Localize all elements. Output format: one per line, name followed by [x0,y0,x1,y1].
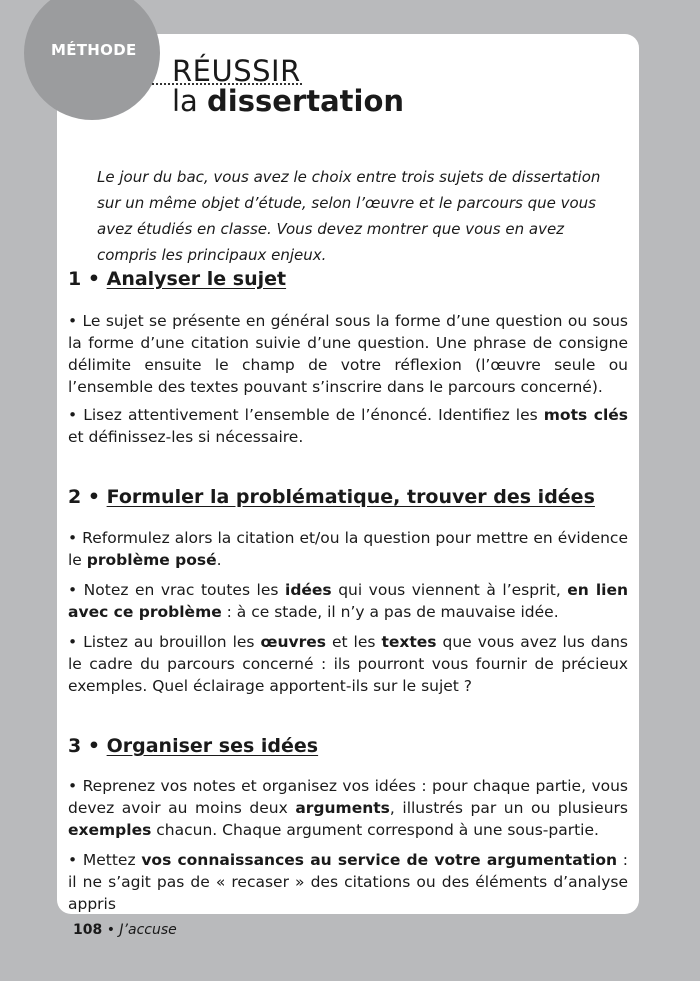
title-line-2: la dissertation [172,84,405,118]
section-3-paragraph-2: • Mettez vos connaissances au service de votre argumentation : il ne s’agit pas de « recaser » des citations ou des éléments d’analyse appris [68,851,628,913]
book-title: J’accuse [119,922,177,938]
section-2-paragraph-1: • Reformulez alors la citation et/ou la question pour mettre en évidence le problème posé. [68,529,628,569]
section-2-paragraph-2: • Notez en vrac toutes les idées qui vous viennent à l’esprit, en lien avec ce problème : à ce stade, il n’y a pas de mauvaise idée. [68,581,628,621]
section-1-heading: 1 • Analyser le sujet [68,268,287,290]
section-2-paragraph-3: • Listez au brouillon les œuvres et les textes que vous avez lus dans le cadre du parcours concerné : ils pourront vous fournir de précieux exemples. Quel éclairage apportent-ils sur le sujet ? [68,633,628,695]
section-2-heading: 2 • Formuler la problématique, trouver des idées [68,486,595,508]
footer-separator: • [106,922,115,938]
method-badge-label: MÉTHODE [51,41,137,59]
section-1-paragraph-1: • Le sujet se présente en général sous la forme d’une question ou sous la forme d’une citation suivie d’une question. Une phrase de consigne délimite ensuite le champ de votre réflexion (l’œuvre seule ou l’ensemble des textes pouvant s’inscrire dans le parcours concerné). [68,312,628,396]
section-3-heading: 3 • Organiser ses idées [68,735,319,757]
title-line-1: RÉUSSIR [172,54,301,88]
intro-paragraph: Le jour du bac, vous avez le choix entre trois sujets de dissertation sur un même objet d’étude, selon l’œuvre et le parcours que vous avez étudiés en classe. Vous devez montrer que vous en avez compris les principaux enjeux. [97,168,601,264]
section-1-paragraph-2: • Lisez attentivement l’ensemble de l’énoncé. Identifiez les mots clés et définissez-les si nécessaire. [68,406,628,446]
section-3-paragraph-1: • Reprenez vos notes et organisez vos idées : pour chaque partie, vous devez avoir au moins deux arguments, illustrés par un ou plusieurs exemples chacun. Chaque argument correspond à une sous-partie. [68,777,628,839]
page-footer [73,922,177,938]
page-number: 108 [73,922,103,938]
